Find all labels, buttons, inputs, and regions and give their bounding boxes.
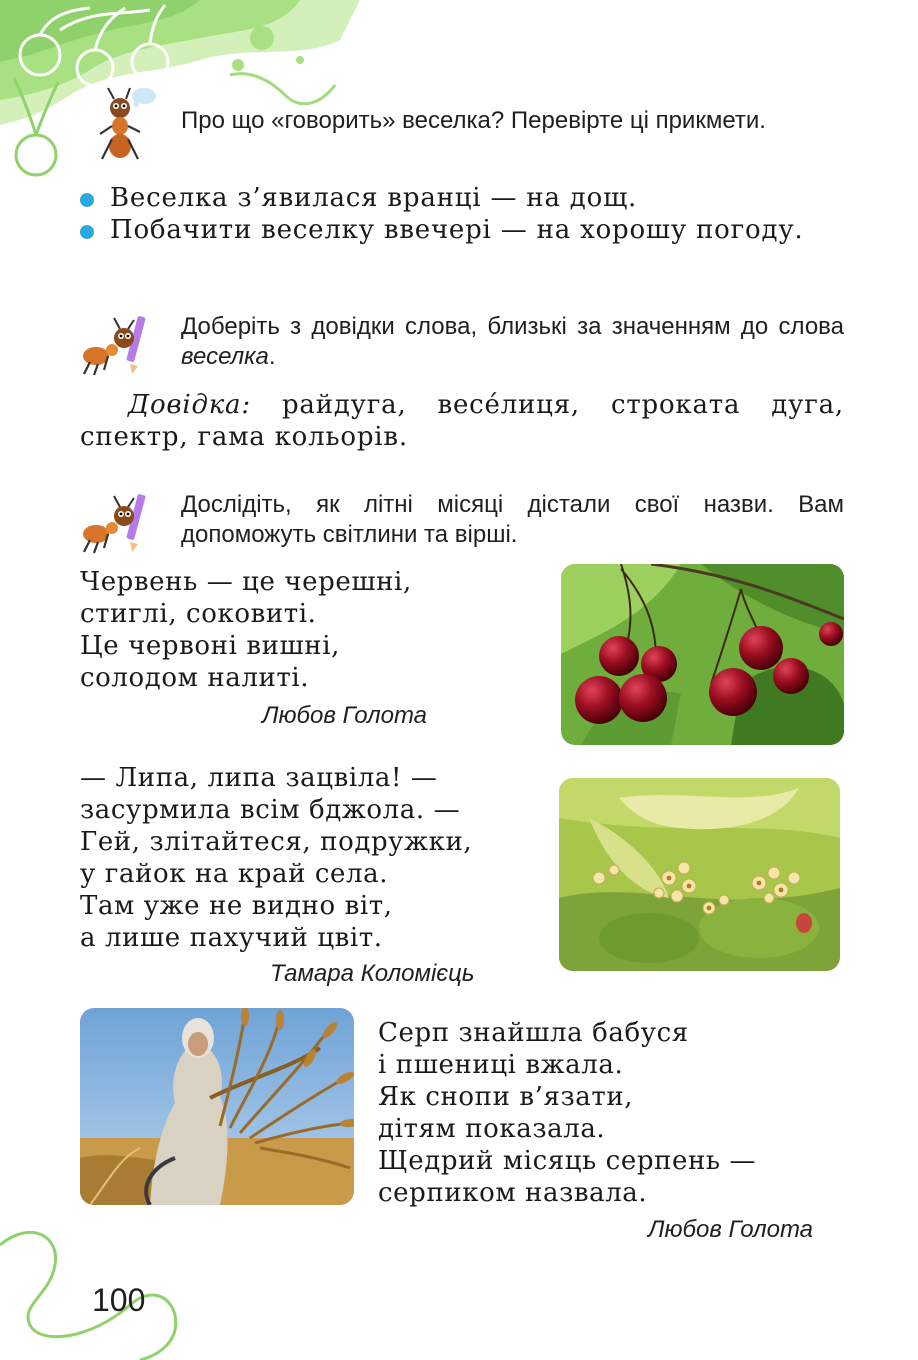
reference-block	[80, 389, 844, 453]
poem-july: — Липа, липа зацвіла! — засурмила всім бджола. — Гей, злітайтеся, подружки, у гайок на край села. Там уже не видно віт, а лише пахучий цвіт.	[80, 763, 473, 953]
poem-author: Любов Голота	[648, 1216, 814, 1243]
poem-author: Любов Голота	[262, 702, 428, 729]
poem-june: Червень — це черешні, стиглі, соковиті. Це червоні вишні, солодом налиті.	[80, 567, 412, 693]
bullet-icon	[80, 193, 94, 207]
page-number: 100	[92, 1282, 146, 1318]
highlight-word: веселка	[181, 343, 269, 370]
ant-pencil-icon	[80, 490, 152, 555]
task-1-instruction: Про що «говорить» веселка? Перевірте ці прикмети.	[181, 107, 766, 134]
task-2-instruction: Доберіть з довідки слова, близькі за значенням до слова веселка.	[181, 313, 844, 370]
reference-words: райдуга, весе́лиця, строката дуга, спектр, гама кольорів.	[80, 390, 844, 452]
list-item: Побачити веселку ввечері — на хорошу погоду.	[80, 214, 844, 246]
cherry-decor-icon	[0, 0, 360, 185]
list-item: Веселка з’явилася вранці — на дощ.	[80, 182, 844, 214]
harvest-photo	[80, 1008, 354, 1205]
poem-author: Тамара Коломієць	[270, 960, 475, 987]
reference-label: Довідка:	[128, 390, 251, 420]
omens-list	[80, 182, 844, 246]
task-3-instruction: Дослідіть, як літні місяці дістали свої назви. Вам допоможуть світлини та вірші.	[181, 491, 844, 548]
linden-photo	[559, 778, 840, 971]
ant-pencil-icon	[80, 312, 152, 377]
poem-august: Серп знайшла бабуся і пшениці вжала. Як снопи в’язати, дітям показала. Щедрий місяць серпень — серпиком назвала.	[378, 1018, 757, 1208]
ant-thinking-icon	[92, 84, 162, 164]
cherries-photo	[561, 564, 844, 745]
bullet-icon	[80, 225, 94, 239]
